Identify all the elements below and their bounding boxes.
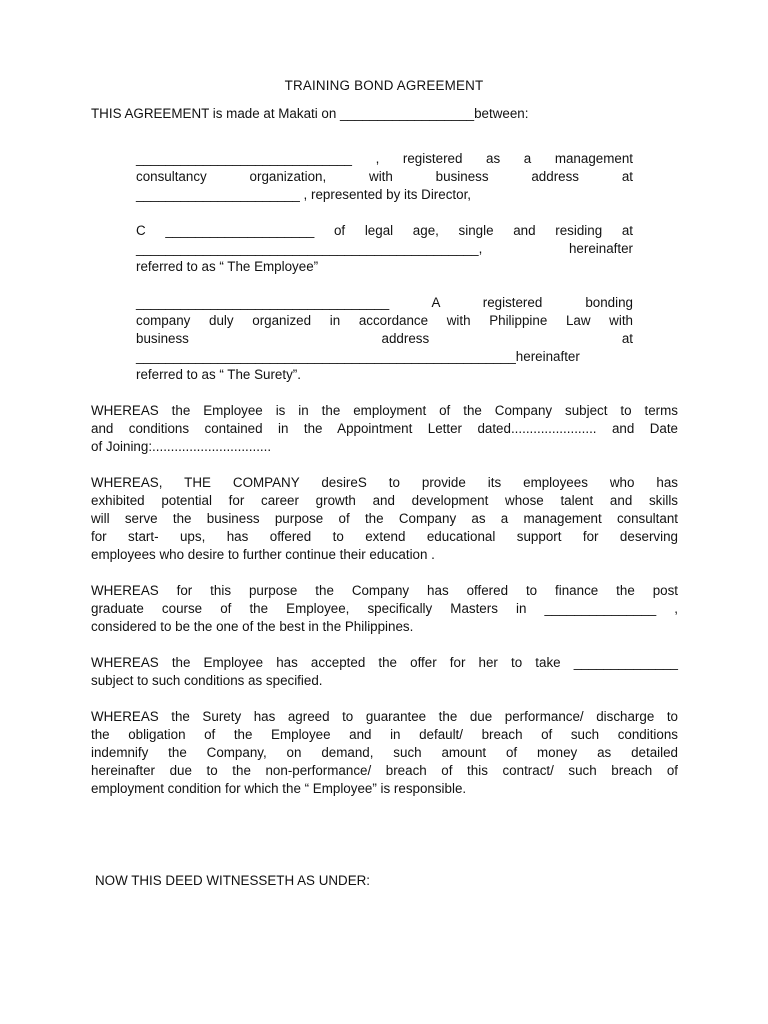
paragraph-line: WHEREAS the Employee is in the employment of the Company subject to terms xyxy=(91,403,678,418)
party-surety-line: business address at xyxy=(136,331,633,346)
party-company-line: ______________________ , represented by its Director, xyxy=(136,187,472,202)
paragraph-line: indemnify the Company, on demand, such amount of money as detailed xyxy=(91,745,678,760)
paragraph-line: for start- ups, has offered to extend educational support for deserving xyxy=(91,529,678,544)
party-company-block xyxy=(136,150,633,204)
paragraph-line: will serve the business purpose of the Company as a management consultant xyxy=(91,511,678,526)
paragraph-line: graduate course of the Employee, specifically Masters in _______________ , xyxy=(91,601,678,616)
party-employee-line: referred to as “ The Employee” xyxy=(136,259,319,274)
intro-line: THIS AGREEMENT is made at Makati on __________________between: xyxy=(91,106,529,121)
paragraph-line: WHEREAS, THE COMPANY desireS to provide its employees who has xyxy=(91,475,678,490)
party-surety-line: ___________________________________________________hereinafter xyxy=(136,349,580,364)
paragraph-line: employees who desire to further continue their education . xyxy=(91,547,435,562)
paragraph-line: of Joining:................................ xyxy=(91,439,272,454)
party-surety-line: company duly organized in accordance with Philippine Law with xyxy=(136,313,633,328)
paragraph-line: employment condition for which the “ Employee” is responsible. xyxy=(91,781,467,796)
whereas-company-paragraph xyxy=(91,474,678,564)
paragraph-line: the obligation of the Employee and in default/ breach of such conditions xyxy=(91,727,678,742)
party-surety-block xyxy=(136,294,633,384)
whereas-employment-paragraph xyxy=(91,402,678,456)
paragraph-line: and conditions contained in the Appointment Letter dated....................... and Date xyxy=(91,421,678,436)
paragraph-line: WHEREAS for this purpose the Company has offered to finance the post xyxy=(91,583,678,598)
paragraph-line: exhibited potential for career growth and development whose talent and skills xyxy=(91,493,678,508)
paragraph-line: subject to such conditions as specified. xyxy=(91,673,323,688)
party-surety-line: __________________________________ A registered bonding xyxy=(136,295,633,310)
witness-heading: NOW THIS DEED WITNESSETH AS UNDER: xyxy=(95,873,371,888)
party-employee-line: C ____________________ of legal age, single and residing at xyxy=(136,223,633,238)
party-employee-block xyxy=(136,222,633,276)
paragraph-line: hereinafter due to the non-performance/ breach of this contract/ such breach of xyxy=(91,763,678,778)
paragraph-line: considered to be the one of the best in the Philippines. xyxy=(91,619,414,634)
whereas-finance-paragraph xyxy=(91,582,678,636)
party-company-line: _____________________________ , registered as a management xyxy=(136,151,633,166)
party-employee-line: ______________________________________________, hereinafter xyxy=(136,241,633,256)
paragraph-line: WHEREAS the Surety has agreed to guarantee the due performance/ discharge to xyxy=(91,709,678,724)
document-title: TRAINING BOND AGREEMENT xyxy=(284,78,484,93)
paragraph-line: WHEREAS the Employee has accepted the offer for her to take ______________ xyxy=(91,655,678,670)
whereas-accepted-paragraph xyxy=(91,654,678,690)
party-surety-line: referred to as “ The Surety”. xyxy=(136,367,301,382)
whereas-surety-paragraph xyxy=(91,708,678,798)
party-company-line: consultancy organization, with business address at xyxy=(136,169,633,184)
